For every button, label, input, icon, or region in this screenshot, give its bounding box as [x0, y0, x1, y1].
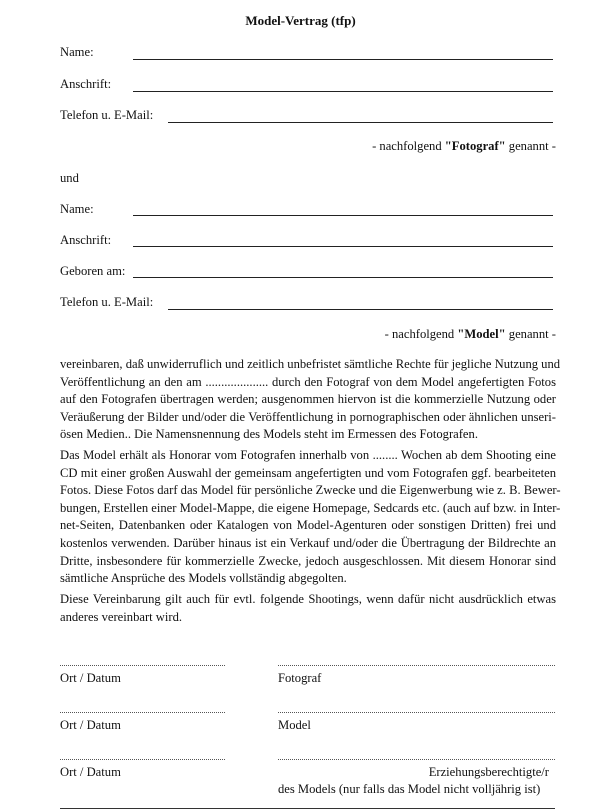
- designation-role: "Model": [457, 327, 506, 341]
- photographer-name-label: Name:: [60, 45, 94, 59]
- text-line: CD mit einer großen Auswahl der gemeinsam angefertigten und vom Fotografen ggf. bearbeiteten: [60, 465, 556, 480]
- designation-prefix: - nachfolgend: [372, 139, 445, 153]
- validity-paragraph: [60, 591, 556, 626]
- place-date-signature-line[interactable]: [60, 665, 225, 666]
- text-line: Das Model erhält als Honorar vom Fotografen innerhalb von ........ Wochen ab dem Shooting eine: [60, 448, 556, 462]
- photographer-signature-line[interactable]: [278, 665, 555, 666]
- model-birthdate-label: Geboren am:: [60, 264, 126, 278]
- text-line: anderes vereinbart wird.: [60, 609, 183, 624]
- model-designation: [385, 327, 556, 342]
- guardian-signature-line[interactable]: [278, 759, 555, 760]
- photographer-address-field[interactable]: [133, 91, 553, 92]
- model-signature-line[interactable]: [278, 712, 555, 713]
- place-date-signature-line[interactable]: [60, 759, 225, 760]
- designation-suffix: genannt -: [505, 139, 556, 153]
- place-date-signature-line[interactable]: [60, 712, 225, 713]
- and-label: und: [60, 171, 79, 185]
- photographer-signature-label: Fotograf: [278, 671, 322, 685]
- designation-suffix: genannt -: [505, 327, 556, 341]
- photographer-designation: [372, 139, 556, 154]
- text-line: Diese Vereinbarung gilt auch für evtl. folgende Shootings, wenn dafür nicht ausdrücklich etwas: [60, 592, 556, 606]
- text-line: Veräußerung der Bilder und/oder die Veröffentlichung in pornographischen oder ähnlichen unseri-: [60, 409, 556, 424]
- text-line: sämtliche Ansprüche des Models vollständig abgegolten.: [60, 571, 347, 586]
- designation-prefix: - nachfolgend: [384, 327, 458, 341]
- designation-role: "Fotograf": [444, 139, 506, 153]
- model-birthdate-field[interactable]: [133, 277, 553, 278]
- guardian-label-line1: Erziehungsberechtigte/r: [428, 765, 549, 779]
- place-date-label: Ort / Datum: [60, 718, 121, 732]
- text-line: ösen Medien.. Die Namensnennung des Models steht im Ermessen des Fotografen.: [60, 427, 478, 442]
- model-phone-field[interactable]: [168, 309, 553, 310]
- fee-paragraph: [60, 447, 561, 588]
- photographer-name-field[interactable]: [133, 59, 553, 60]
- text-line: Fotos. Diese Fotos darf das Model für persönliche Zwecke und die Eigenwerbung wie z. B. Bewer-: [60, 483, 561, 498]
- text-line: bungen, Erstellen einer Model-Mappe, die eigene Homepage, Sedcards etc. (auch auf bzw. in Inter-: [60, 500, 561, 515]
- rights-paragraph: [60, 356, 561, 444]
- model-address-label: Anschrift:: [60, 233, 112, 247]
- photographer-phone-field[interactable]: [168, 122, 553, 123]
- text-line: kostenlos verwenden. Darüber hinaus ist ein Verkauf und/oder die Übertragung der Bildrechte an: [60, 535, 556, 550]
- photographer-phone-label: Telefon u. E-Mail:: [60, 108, 154, 122]
- text-line: Dritte, insbesondere für kommerzielle Zwecke, jedoch ausgeschlossen. Mit diesem Honorar sind: [60, 553, 556, 568]
- text-line: net-Seiten, Datenbanken oder Katalogen von Model-Agenturen oder sonstigen Dritten) frei und: [60, 518, 556, 533]
- model-name-field[interactable]: [133, 215, 553, 216]
- model-address-field[interactable]: [133, 246, 553, 247]
- place-date-label: Ort / Datum: [60, 671, 121, 685]
- text-line: auf den Fotografen übertragen werden; ausgenommen hiervon ist die kommerzielle Nutzung oder: [60, 392, 556, 407]
- model-phone-label: Telefon u. E-Mail:: [60, 295, 154, 309]
- text-line: vereinbaren, daß unwiderruflich und zeitlich unbefristet sämtliche Rechte für jegliche Nutzung und: [60, 357, 561, 371]
- footer-divider: [60, 808, 555, 809]
- text-line: Veröffentlichung an den am .................... durch den Fotograf von dem Model angefertigten Fotos: [60, 374, 556, 389]
- place-date-label: Ort / Datum: [60, 765, 121, 779]
- document-title: Model-Vertrag (tfp): [245, 13, 356, 28]
- model-name-label: Name:: [60, 202, 94, 216]
- guardian-label-line2: des Models (nur falls das Model nicht volljährig ist): [278, 782, 541, 796]
- photographer-address-label: Anschrift:: [60, 77, 112, 91]
- model-signature-label: Model: [278, 718, 311, 732]
